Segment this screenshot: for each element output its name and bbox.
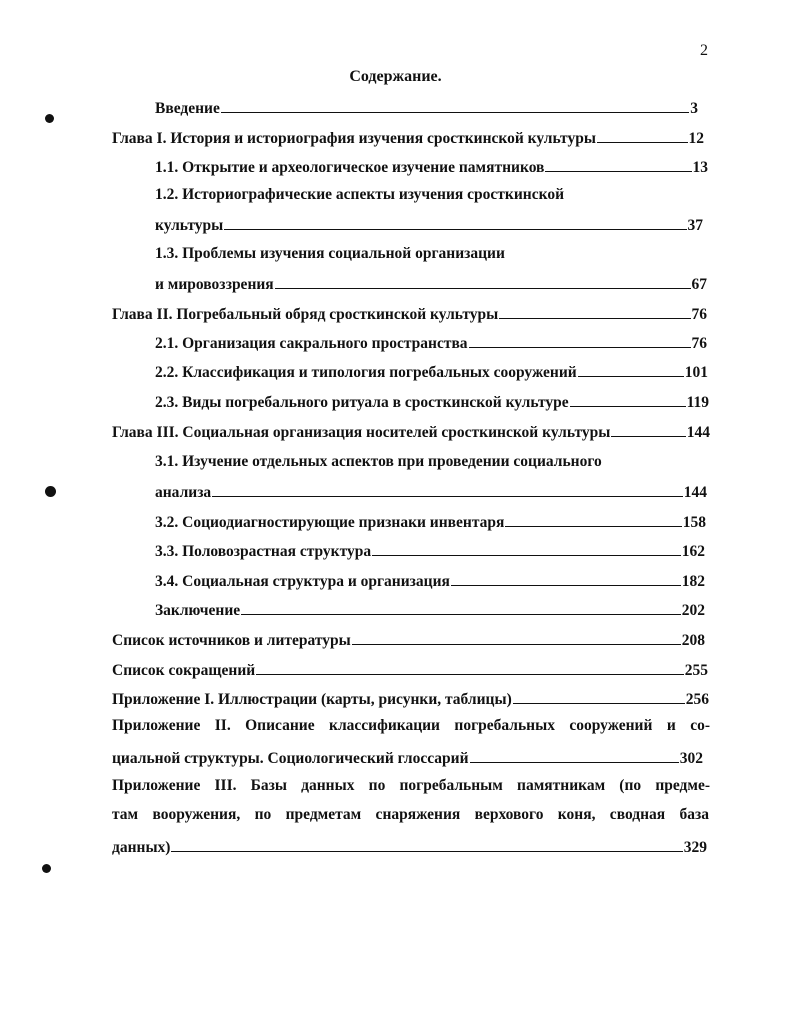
toc-entry-label: данных) [112,838,171,856]
toc-entry-label: Глава II. Погребальный обряд сросткинской культуры [112,305,499,323]
toc-entry-label: 2.2. Классификация и типология погребальных сооружений [155,363,577,381]
toc-entry-conclusion [155,596,705,618]
leader-line [372,554,681,556]
leader-line [212,495,683,497]
toc-entry-label: Глава I. История и историография изучения сросткинской культуры [112,129,596,147]
toc-entry-section-3-1-line-1: 3.1. Изучение отдельных аспектов при проведении социального [155,453,602,470]
leader-line [241,613,681,615]
toc-entry-label: 3.3. Половозрастная структура [155,542,372,560]
toc-entry-page: 76 [691,334,707,352]
leader-line [545,170,691,172]
toc-entry-page: 162 [681,542,705,560]
toc-entry-section-3-2 [155,508,706,530]
toc-entry-appendix-2-line-1: Приложение II. Описание классификации погребальных сооружений и со- [112,717,710,734]
toc-entry-section-2-3 [155,388,709,410]
leader-line [578,375,684,377]
toc-entry-label: 2.3. Виды погребального ритуала в сросткинской культуре [155,393,569,411]
leader-line [499,317,690,319]
toc-entry-intro [155,94,698,116]
toc-entry-page: 182 [681,572,705,590]
leader-line [513,702,685,704]
leader-line [256,673,684,675]
leader-line [171,850,682,852]
toc-entry-label: Список сокращений [112,661,256,679]
toc-entry-label: циальной структуры. Социологический глоссарий [112,749,469,767]
toc-entry-section-3-3 [155,537,705,559]
toc-entry-page: 101 [684,363,708,381]
toc-entry-section-1-3 [155,270,707,292]
toc-entry-label: Введение [155,99,220,117]
toc-entry-sources [112,626,705,648]
toc-entry-label: Приложение I. Иллюстрации (карты, рисунки, таблицы) [112,690,512,708]
toc-entry-section-1-2 [155,211,703,233]
toc-entry-label: 1.1. Открытие и археологическое изучение памятников [155,158,545,176]
toc-entry-page: 13 [692,158,708,176]
toc-entry-label: 3.2. Социодиагностирующие признаки инвентаря [155,513,505,531]
toc-title: Содержание. [349,68,442,85]
toc-entry-page: 302 [679,749,703,767]
leader-line [224,228,686,230]
toc-entry-label: культуры [155,216,224,234]
leader-line [597,141,688,143]
toc-entry-page: 202 [681,601,705,619]
leader-line [221,111,689,113]
toc-entry-abbreviations [112,656,708,678]
toc-entry-page: 12 [688,129,704,147]
toc-entry-page: 208 [681,631,705,649]
toc-entry-appendix-3 [112,833,707,855]
toc-entry-section-2-2 [155,358,708,380]
toc-entry-chapter-1 [112,124,704,146]
toc-entry-appendix-3-line-2: там вооружения, по предметам снаряжения верхового коня, сводная база [112,806,709,823]
leader-line [470,761,679,763]
leader-line [352,643,681,645]
toc-entry-appendix-3-line-1: Приложение III. Базы данных по погребальным памятникам (по предме- [112,777,710,794]
toc-entry-page: 3 [690,99,698,117]
toc-entry-page: 67 [691,275,707,293]
toc-entry-page: 144 [683,483,707,501]
toc-entry-section-1-2-line-1: 1.2. Историографические аспекты изучения сросткинской [155,186,565,203]
leader-line [469,346,691,348]
toc-entry-appendix-1 [112,685,709,707]
toc-entry-page: 256 [685,690,709,708]
toc-entry-label: 2.1. Организация сакрального пространства [155,334,468,352]
leader-line [611,435,685,437]
toc-entry-label: и мировоззрения [155,275,274,293]
toc-entry-page: 158 [682,513,706,531]
toc-entry-label: Заключение [155,601,241,619]
toc-entry-section-2-1 [155,329,707,351]
toc-entry-section-1-3-line-1: 1.3. Проблемы изучения социальной организации [155,245,505,262]
toc-entry-chapter-3 [112,418,710,440]
toc-entry-page: 37 [687,216,703,234]
leader-line [570,405,686,407]
toc-entry-chapter-2 [112,300,707,322]
toc-entry-label: анализа [155,483,212,501]
toc-entry-label: Список источников и литературы [112,631,351,649]
toc-entry-section-1-1 [155,153,708,175]
leader-line [451,584,681,586]
leader-line [275,287,691,289]
toc-entry-section-3-1 [155,478,707,500]
toc-entry-page: 119 [686,393,709,411]
toc-entry-label: 3.4. Социальная структура и организация [155,572,450,590]
leader-line [505,525,681,527]
toc-entry-page: 76 [691,305,707,323]
toc-entry-page: 144 [686,423,710,441]
toc-entry-section-3-4 [155,567,705,589]
toc-entry-appendix-2 [112,744,703,766]
toc-entry-label: Глава III. Социальная организация носителей сросткинской культуры [112,423,611,441]
toc-entry-page: 329 [683,838,707,856]
toc-entry-page: 255 [684,661,708,679]
page-number: 2 [700,42,708,59]
